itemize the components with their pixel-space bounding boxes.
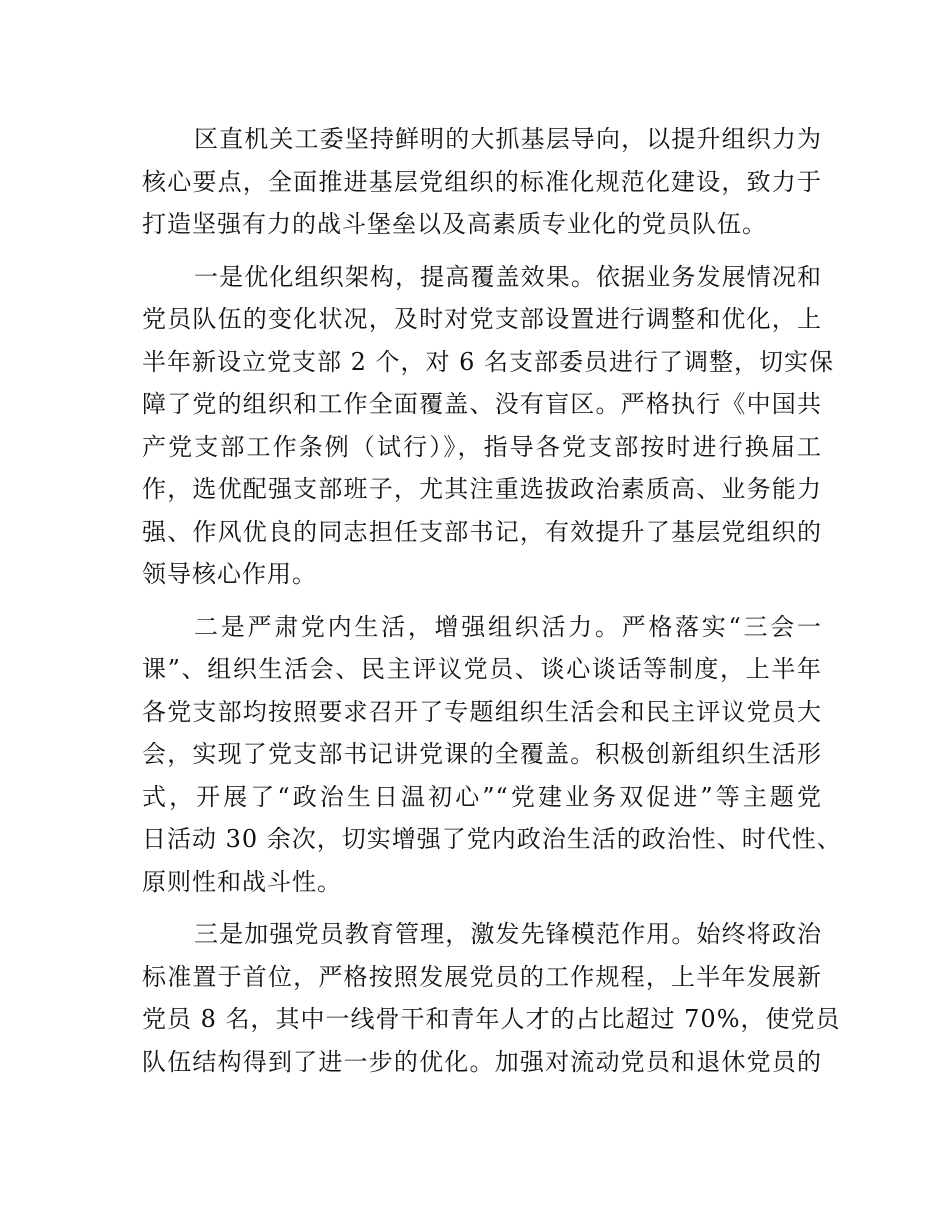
text-line: 障了党的组织和工作全面覆盖、没有盲区。严格执行《中国共: [142, 390, 822, 418]
text-line: 核心要点，全面推进基层党组织的标准化规范化建设，致力于: [142, 167, 822, 196]
text-line: 半年新设立党支部 2 个，对 6 名支部委员进行了调整，切实保: [142, 347, 835, 376]
text-line: 日活动 30 余次，切实增强了党内政治生活的政治性、时代性、: [142, 825, 842, 853]
document-body: [142, 118, 842, 1093]
text-line: 各党支部均按照要求召开了专题组织生活会和民主评议党员大: [142, 697, 822, 726]
text-line: 打造坚强有力的战斗堡垒以及高素质专业化的党员队伍。: [142, 210, 767, 238]
text-line: 领导核心作用。: [142, 560, 317, 588]
text-line: 党员 8 名，其中一线骨干和青年人才的占比超过 70%，使党员: [142, 1005, 841, 1033]
text-line: 标准置于首位，严格按照发展党员的工作规程，上半年发展新: [142, 962, 822, 991]
paragraph-party-life: [142, 606, 842, 904]
text-line: 二是严肃党内生活，增强组织活力。严格落实“三会一: [194, 612, 822, 641]
text-line: 课”、组织生活会、民主评议党员、谈心谈话等制度，上半年: [142, 655, 822, 683]
text-line: 强、作风优良的同志担任支部书记，有效提升了基层党组织的: [142, 517, 822, 546]
text-line: 三是加强党员教育管理，激发先锋模范作用。始终将政治: [194, 920, 822, 948]
text-line: 党员队伍的变化状况，及时对党支部设置进行调整和优化，上: [142, 305, 822, 333]
paragraph-intro: [142, 118, 822, 246]
text-line: 产党支部工作条例（试行）》，指导各党支部按时进行换届工: [142, 432, 822, 461]
text-line: 队伍结构得到了进一步的优化。加强对流动党员和退休党员的: [142, 1047, 822, 1076]
text-line: 区直机关工委坚持鲜明的大抓基层导向，以提升组织力为: [194, 125, 822, 153]
text-line: 作，选优配强支部班子，尤其注重选拔政治素质高、业务能力: [142, 475, 822, 503]
paragraph-organization-structure: [142, 256, 835, 596]
text-line: 会，实现了党支部书记讲党课的全覆盖。积极创新组织生活形: [142, 740, 822, 768]
paragraph-member-education: [142, 913, 841, 1083]
text-line: 式，开展了“政治生日温初心”“党建业务双促进”等主题党: [142, 782, 822, 811]
text-line: 原则性和战斗性。: [142, 867, 342, 896]
text-line: 一是优化组织架构，提高覆盖效果。依据业务发展情况和: [194, 262, 822, 291]
